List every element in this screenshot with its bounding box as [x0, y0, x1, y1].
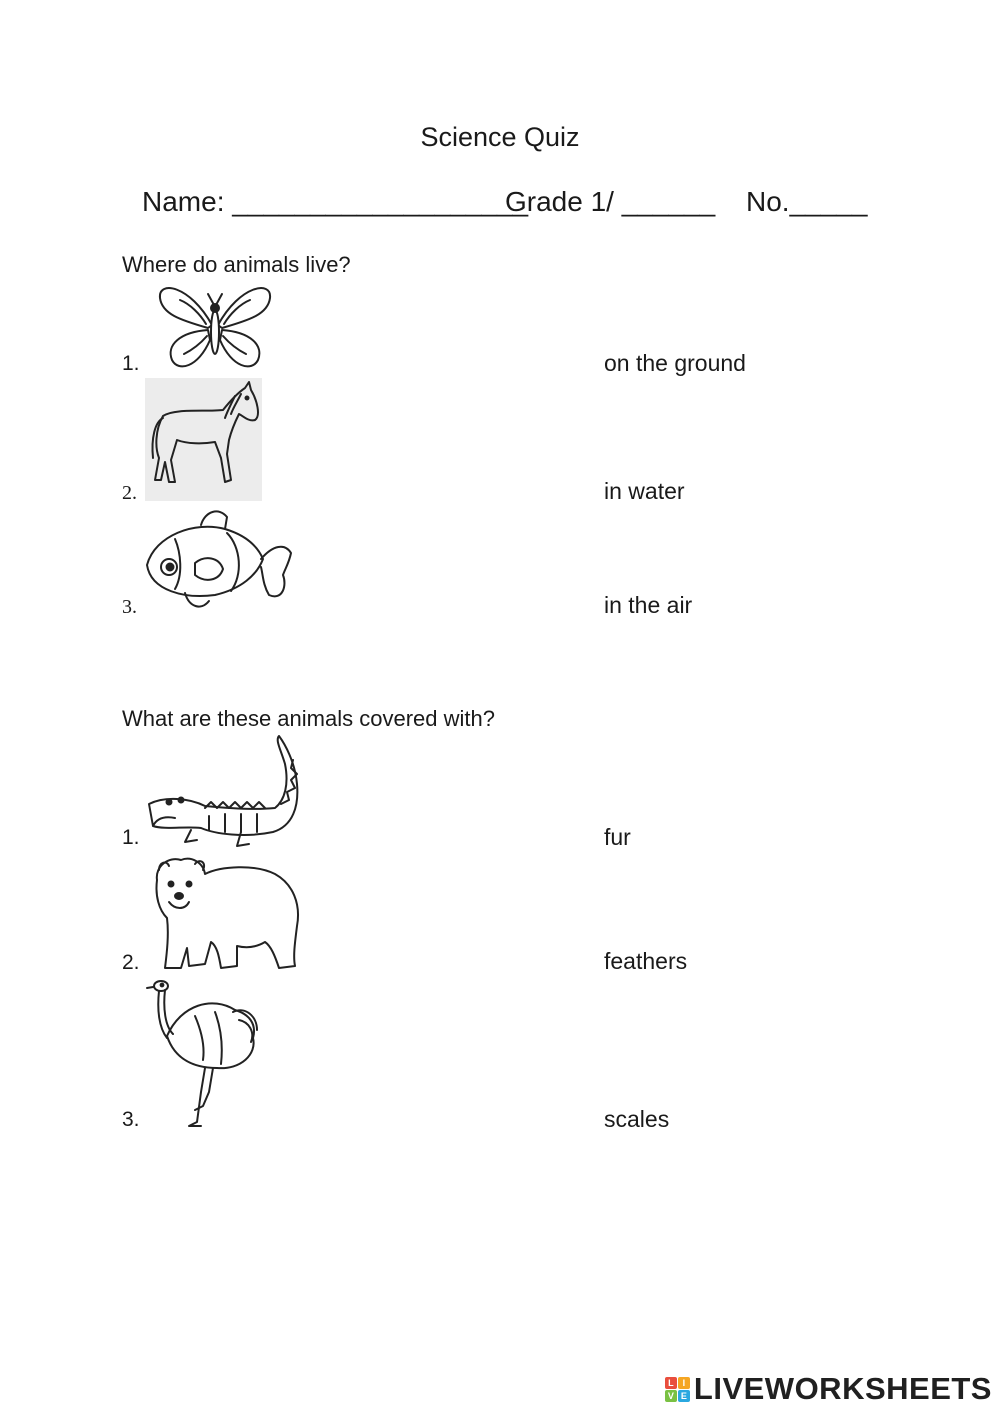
item-number: 2.	[122, 951, 140, 974]
crocodile-image[interactable]	[145, 734, 303, 849]
item-number: 2.	[122, 482, 137, 504]
ostrich-image[interactable]	[145, 976, 265, 1131]
liveworksheets-logo	[665, 1371, 992, 1407]
option-fur[interactable]: fur	[604, 824, 631, 850]
item-number: 3.	[122, 1108, 140, 1131]
item-number: 1.	[122, 826, 140, 849]
option-feathers[interactable]: feathers	[604, 948, 688, 974]
logo-mark-icon: L I V E	[665, 1377, 690, 1402]
logo-text: LIVEWORKSHEETS	[693, 1371, 992, 1406]
option-scales[interactable]: scales	[604, 1106, 670, 1132]
question-where-animals-live: Where do animals live?	[122, 252, 351, 277]
grade-field[interactable]: Grade 1/ ______	[505, 186, 716, 217]
item-number: 3.	[122, 596, 137, 618]
butterfly-image[interactable]	[150, 280, 280, 375]
option-on-the-ground[interactable]: on the ground	[604, 350, 746, 376]
fish-image[interactable]	[145, 505, 295, 617]
question-animal-coverings: What are these animals covered with?	[122, 706, 495, 731]
option-in-water[interactable]: in water	[604, 478, 685, 504]
option-in-the-air[interactable]: in the air	[604, 592, 693, 618]
page-title: Science Quiz	[420, 122, 580, 152]
bear-image[interactable]	[145, 852, 305, 972]
number-field[interactable]: No._____	[746, 186, 868, 217]
item-number: 1.	[122, 352, 140, 375]
name-field[interactable]: Name: ___________________	[142, 186, 529, 217]
horse-image[interactable]	[145, 378, 262, 501]
